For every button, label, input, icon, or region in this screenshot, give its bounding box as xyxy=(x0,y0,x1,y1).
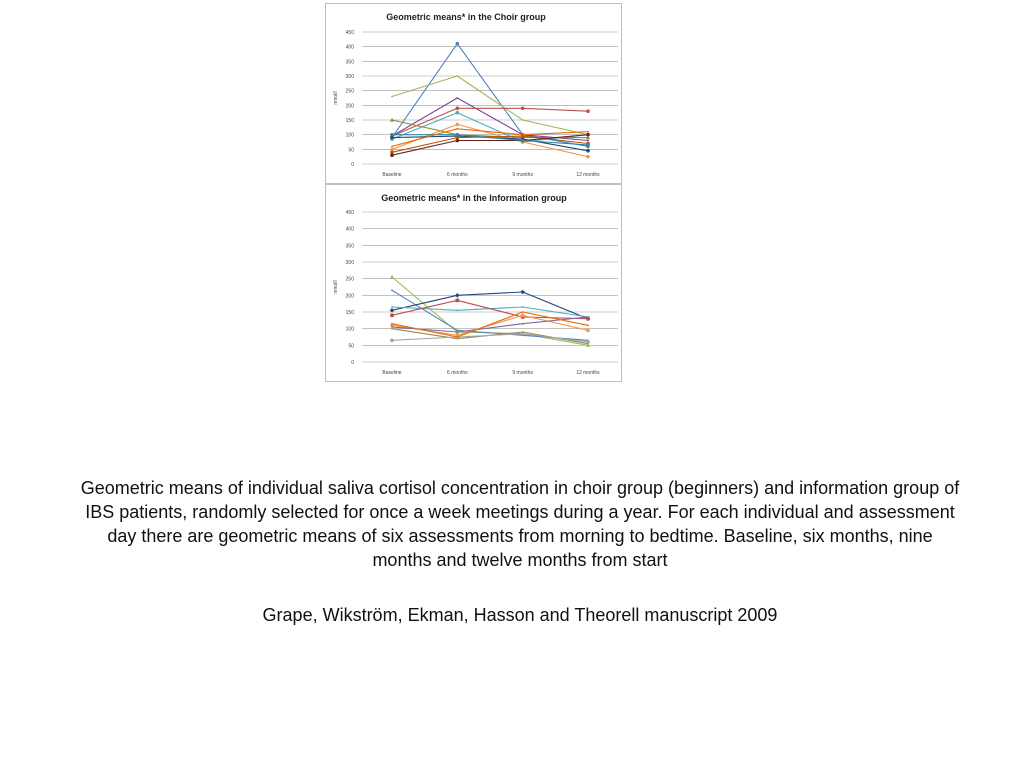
data-point xyxy=(390,339,394,343)
data-point xyxy=(586,133,590,137)
data-point xyxy=(586,340,590,344)
data-point xyxy=(521,139,525,143)
series-line xyxy=(392,329,588,344)
series-line xyxy=(392,98,588,141)
data-point xyxy=(391,146,393,148)
data-point xyxy=(456,75,458,77)
y-tick-label: 50 xyxy=(348,147,354,154)
data-point xyxy=(521,106,525,110)
data-point xyxy=(391,306,393,308)
data-point xyxy=(521,314,525,318)
x-tick-label: 6 months xyxy=(447,370,468,376)
data-point xyxy=(455,293,460,298)
series-line xyxy=(392,334,588,342)
y-axis-title: nmol/l xyxy=(333,91,339,105)
data-point xyxy=(522,134,524,136)
data-point xyxy=(391,328,393,330)
y-tick-label: 100 xyxy=(345,132,354,139)
y-tick-label: 450 xyxy=(345,30,354,36)
information-chart xyxy=(326,185,621,381)
choir-chart-panel xyxy=(325,3,622,184)
y-axis-title: nmol/l xyxy=(333,280,339,294)
x-tick-label: 9 months xyxy=(512,370,533,376)
y-tick-label: 200 xyxy=(345,293,354,300)
y-tick-label: 450 xyxy=(345,210,354,216)
data-point xyxy=(456,329,458,331)
x-tick-label: 12 months xyxy=(576,370,600,376)
y-tick-label: 150 xyxy=(345,310,354,316)
y-tick-label: 300 xyxy=(345,74,354,80)
choir-chart xyxy=(326,4,621,183)
figure-caption: Geometric means of individual saliva cortisol concentration in choir group (beginners) and information group of IBS patients, randomly selected for once a week meetings during a year. For each individual and assessment day there are geometric means of six assessments from morning to bedtime. Baseline, six months, nine months and twelve months from start xyxy=(80,478,960,570)
y-tick-label: 50 xyxy=(348,343,354,350)
x-tick-label: 6 months xyxy=(447,172,468,178)
data-point xyxy=(586,109,590,113)
data-point xyxy=(456,139,460,143)
data-point xyxy=(522,306,524,308)
data-point xyxy=(456,42,460,46)
figure-credit: Grape, Wikström, Ekman, Hasson and Theorell manuscript 2009 xyxy=(262,605,778,625)
y-tick-label: 100 xyxy=(345,326,354,333)
y-tick-label: 350 xyxy=(345,59,354,66)
data-point xyxy=(521,332,525,336)
x-tick-label: 12 months xyxy=(576,172,600,178)
data-point xyxy=(456,97,458,99)
y-tick-label: 250 xyxy=(345,88,354,95)
y-tick-label: 400 xyxy=(345,44,354,51)
data-point xyxy=(391,96,393,98)
data-point xyxy=(587,316,589,318)
x-tick-label: Baseline xyxy=(382,172,402,178)
y-tick-label: 350 xyxy=(345,243,354,250)
data-point xyxy=(587,131,589,133)
data-point xyxy=(522,323,524,325)
y-tick-label: 300 xyxy=(345,260,354,266)
series-line xyxy=(392,44,588,147)
data-point xyxy=(390,275,394,279)
data-point xyxy=(587,140,589,142)
chart-title: Geometric means* in the Information group xyxy=(381,193,567,203)
y-tick-label: 0 xyxy=(351,162,354,168)
data-point xyxy=(390,314,394,318)
data-point xyxy=(456,111,460,115)
data-point xyxy=(586,329,590,333)
data-point xyxy=(456,299,460,303)
data-point xyxy=(391,326,393,328)
data-point xyxy=(456,309,458,311)
data-point xyxy=(520,290,525,295)
data-point xyxy=(587,324,589,326)
x-tick-label: 9 months xyxy=(512,172,533,178)
data-point xyxy=(456,133,460,137)
data-point xyxy=(522,311,524,313)
data-point xyxy=(586,155,590,159)
data-point xyxy=(390,133,394,137)
data-point xyxy=(586,143,590,147)
x-tick-label: Baseline xyxy=(382,370,402,376)
data-point xyxy=(456,123,460,127)
y-tick-label: 400 xyxy=(345,226,354,233)
data-point xyxy=(390,153,394,157)
chart-title: Geometric means* in the Choir group xyxy=(386,12,546,22)
data-point xyxy=(456,106,460,110)
information-chart-panel xyxy=(325,184,622,382)
data-point xyxy=(391,289,393,291)
y-tick-label: 200 xyxy=(345,103,354,110)
data-point xyxy=(456,336,458,338)
y-tick-label: 0 xyxy=(351,360,354,366)
data-point xyxy=(456,331,458,333)
series-line xyxy=(392,292,588,319)
y-tick-label: 150 xyxy=(345,118,354,124)
data-point xyxy=(522,119,524,121)
y-tick-label: 250 xyxy=(345,276,354,283)
data-point xyxy=(391,323,393,325)
data-point xyxy=(456,128,458,130)
